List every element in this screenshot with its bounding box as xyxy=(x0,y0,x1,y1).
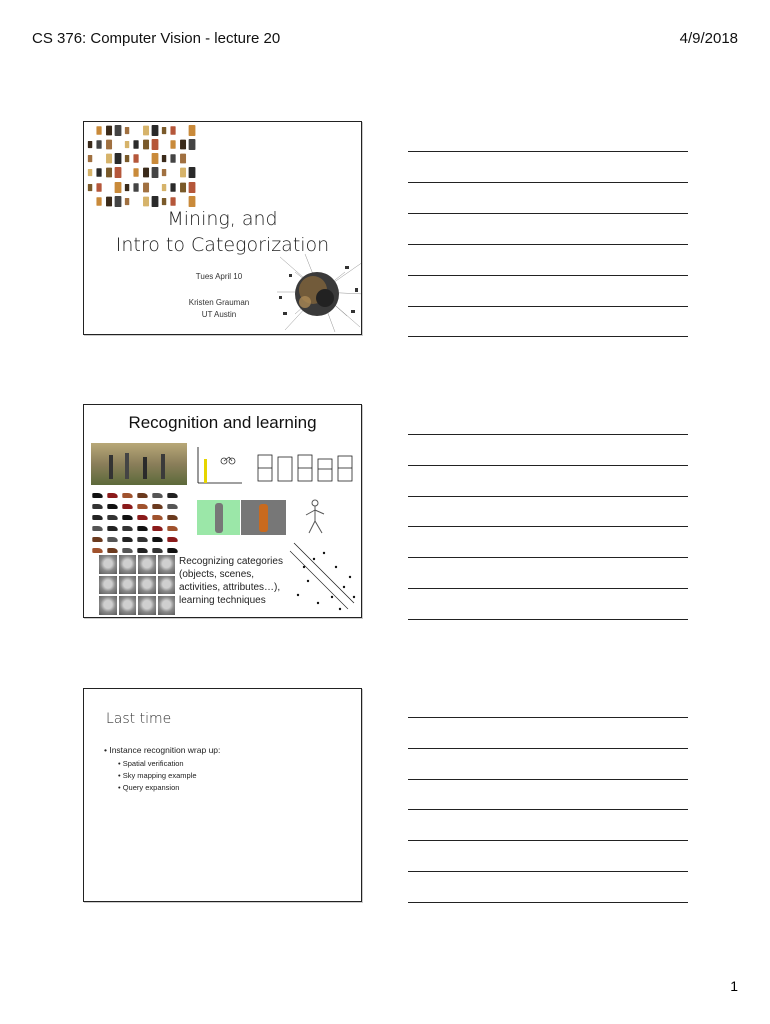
shoe-thumbnail xyxy=(122,537,132,542)
thumbnail xyxy=(162,169,167,176)
shoe-thumbnail xyxy=(152,515,162,520)
thumbnail xyxy=(97,140,102,149)
thumbnail xyxy=(114,182,121,193)
sub-bullet-text: Sky mapping example xyxy=(122,771,197,780)
thumbnail xyxy=(162,198,167,205)
shoe-image-grid xyxy=(91,491,179,555)
thumbnail xyxy=(162,155,167,162)
shoe-thumbnail xyxy=(107,548,117,553)
note-line xyxy=(408,619,688,620)
slide-1-title-line2: Intro to Categorization xyxy=(115,234,330,256)
person-green-screen-photo xyxy=(197,500,240,535)
note-line xyxy=(408,213,688,214)
thumbnail xyxy=(143,140,149,150)
thumbnail xyxy=(171,197,176,206)
shoe-thumbnail xyxy=(122,548,132,553)
shoe-thumbnail xyxy=(107,493,117,498)
shoe-thumbnail xyxy=(137,537,147,542)
caption-line: activities, attributes…), xyxy=(179,582,281,593)
thumbnail xyxy=(114,139,121,150)
shoe-thumbnail xyxy=(167,526,177,531)
shoe-thumbnail xyxy=(137,493,147,498)
thumbnail xyxy=(106,182,112,192)
shoe-thumbnail xyxy=(92,515,102,520)
slide-1-title xyxy=(84,206,361,258)
slide-3 xyxy=(83,688,362,902)
thumbnail xyxy=(88,127,93,134)
shoe-thumbnail xyxy=(137,548,147,553)
shoe-thumbnail xyxy=(167,504,177,509)
note-line xyxy=(408,151,688,152)
shoe-thumbnail xyxy=(107,515,117,520)
thumbnail xyxy=(180,140,186,150)
thumbnail xyxy=(134,183,139,192)
caption-line: learning techniques xyxy=(179,595,266,606)
shoe-thumbnail xyxy=(92,526,102,531)
bullet-text: Instance recognition wrap up: xyxy=(109,745,221,755)
note-line xyxy=(408,748,688,749)
slide-1-author: Kristen Grauman xyxy=(188,298,250,307)
thumbnail xyxy=(180,182,186,192)
thumbnail xyxy=(134,140,139,149)
thumbnail xyxy=(162,127,167,134)
note-line xyxy=(408,306,688,307)
thumbnail xyxy=(125,141,130,148)
thumbnail xyxy=(151,182,158,193)
note-line xyxy=(408,182,688,183)
thumbnail xyxy=(97,155,102,164)
thumbnail xyxy=(151,153,158,164)
shoe-thumbnail xyxy=(167,515,177,520)
sub-bullet-text: Spatial verification xyxy=(122,759,184,768)
thumbnail xyxy=(143,196,149,206)
thumbnail xyxy=(143,168,149,178)
note-line xyxy=(408,840,688,841)
shoe-thumbnail xyxy=(137,504,147,509)
thumbnail xyxy=(106,196,112,206)
thumbnail xyxy=(106,168,112,178)
shoe-thumbnail xyxy=(92,548,102,553)
face-thumbnail xyxy=(119,596,137,615)
note-line xyxy=(408,588,688,589)
shoe-thumbnail xyxy=(122,526,132,531)
shoe-thumbnail xyxy=(152,526,162,531)
shoe-thumbnail xyxy=(152,493,162,498)
note-line xyxy=(408,809,688,810)
thumbnail xyxy=(171,126,176,135)
face-thumbnail xyxy=(99,596,117,615)
face-thumbnail xyxy=(119,576,137,595)
shoe-thumbnail xyxy=(152,537,162,542)
note-line xyxy=(408,336,688,337)
slide-1-affiliation: UT Austin xyxy=(201,310,237,319)
thumbnail xyxy=(88,141,93,148)
thumbnail xyxy=(188,153,195,164)
shoe-thumbnail xyxy=(167,493,177,498)
pose-stick-figure xyxy=(300,497,330,537)
thumbnail xyxy=(162,184,167,191)
slide-2-caption xyxy=(179,555,283,607)
thumbnail xyxy=(171,183,176,192)
thumbnail xyxy=(162,141,167,148)
shoe-thumbnail xyxy=(167,537,177,542)
shoe-thumbnail xyxy=(152,504,162,509)
thumbnail xyxy=(134,155,139,164)
person-gray-photo xyxy=(241,500,286,535)
thumbnail xyxy=(171,140,176,149)
thumbnail xyxy=(151,139,158,150)
thumbnail xyxy=(188,167,195,178)
note-line xyxy=(408,779,688,780)
thumbnail xyxy=(180,196,186,206)
thumbnail xyxy=(114,125,121,136)
thumbnail xyxy=(134,197,139,206)
note-line xyxy=(408,902,688,903)
thumbnail xyxy=(151,167,158,178)
thumbnail xyxy=(180,168,186,178)
shoe-thumbnail xyxy=(122,504,132,509)
thumbnail xyxy=(106,140,112,150)
thumbnail xyxy=(106,126,112,136)
note-line xyxy=(408,465,688,466)
thumbnail xyxy=(88,198,93,205)
face-thumbnail xyxy=(99,576,117,595)
street-scene-photo xyxy=(91,443,187,485)
shoe-thumbnail xyxy=(107,504,117,509)
shoe-thumbnail xyxy=(122,493,132,498)
shoe-thumbnail xyxy=(92,493,102,498)
note-line xyxy=(408,434,688,435)
slide-1-date: Tues April 10 xyxy=(195,272,243,281)
thumbnail xyxy=(134,126,139,135)
face-thumbnail xyxy=(158,596,176,615)
thumbnail xyxy=(188,125,195,136)
note-line xyxy=(408,496,688,497)
slide-1 xyxy=(83,121,362,335)
face-thumbnail xyxy=(138,555,156,574)
caption-line: Recognizing categories xyxy=(179,556,283,567)
thumbnail xyxy=(188,139,195,150)
thumbnail xyxy=(114,153,121,164)
thumbnail xyxy=(143,126,149,136)
thumbnail xyxy=(180,126,186,136)
thumbnail xyxy=(125,155,130,162)
shoe-thumbnail xyxy=(167,548,177,553)
thumbnail xyxy=(143,182,149,192)
face-thumbnail xyxy=(99,555,117,574)
thumbnail xyxy=(151,125,158,136)
note-line xyxy=(408,244,688,245)
shoe-thumbnail xyxy=(92,537,102,542)
note-line xyxy=(408,557,688,558)
shoe-thumbnail xyxy=(137,515,147,520)
face-thumbnail xyxy=(138,576,156,595)
thumbnail xyxy=(125,169,130,176)
bullet-item: • Instance recognition wrap up: xyxy=(104,745,221,755)
thumbnail xyxy=(97,197,102,206)
page-number: 1 xyxy=(730,978,738,994)
shoe-thumbnail xyxy=(107,526,117,531)
slide-2 xyxy=(83,404,362,618)
thumbnail xyxy=(88,169,93,176)
sketch-figures xyxy=(256,451,360,485)
face-thumbnail xyxy=(119,555,137,574)
thumbnail xyxy=(88,155,93,162)
image-cluster-graphic xyxy=(275,252,362,334)
note-line xyxy=(408,275,688,276)
face-image-grid xyxy=(99,555,175,615)
thumbnail xyxy=(143,154,149,164)
note-line xyxy=(408,526,688,527)
caption-line: (objects, scenes, xyxy=(179,569,255,580)
thumbnail xyxy=(171,169,176,178)
thumbnail xyxy=(125,127,130,134)
thumbnail xyxy=(114,167,121,178)
slide-2-title: Recognition and learning xyxy=(128,413,317,432)
thumbnail xyxy=(97,126,102,135)
thumbnail xyxy=(180,154,186,164)
shoe-thumbnail xyxy=(122,515,132,520)
thumbnail xyxy=(188,182,195,193)
face-thumbnail xyxy=(138,596,156,615)
sub-bullet-text: Query expansion xyxy=(122,783,180,792)
note-line xyxy=(408,717,688,718)
thumbnail xyxy=(134,169,139,178)
sub-bullet-item: • Sky mapping example xyxy=(118,771,197,780)
thumbnail xyxy=(97,183,102,192)
slide-3-bullets xyxy=(104,745,220,794)
scatter-classifier-graphic xyxy=(284,537,360,615)
object-thumbnail-grid xyxy=(86,124,196,208)
shoe-thumbnail xyxy=(152,548,162,553)
thumbnail xyxy=(125,184,130,191)
sub-bullet-item: • Spatial verification xyxy=(118,759,184,768)
page-header-title: CS 376: Computer Vision - lecture 20 xyxy=(32,30,281,47)
thumbnail xyxy=(88,184,93,191)
note-line xyxy=(408,871,688,872)
bike-attribute-plot xyxy=(194,445,244,487)
page-header-date: 4/9/2018 xyxy=(679,30,738,47)
slide-3-title: Last time xyxy=(106,711,172,727)
thumbnail xyxy=(171,155,176,164)
thumbnail xyxy=(125,198,130,205)
face-thumbnail xyxy=(158,555,176,574)
face-thumbnail xyxy=(158,576,176,595)
thumbnail xyxy=(106,154,112,164)
shoe-thumbnail xyxy=(107,537,117,542)
sub-bullet-item: • Query expansion xyxy=(118,783,180,792)
thumbnail xyxy=(97,169,102,178)
shoe-thumbnail xyxy=(92,504,102,509)
slide-1-title-line1: Mining, and xyxy=(167,208,278,230)
shoe-thumbnail xyxy=(137,526,147,531)
